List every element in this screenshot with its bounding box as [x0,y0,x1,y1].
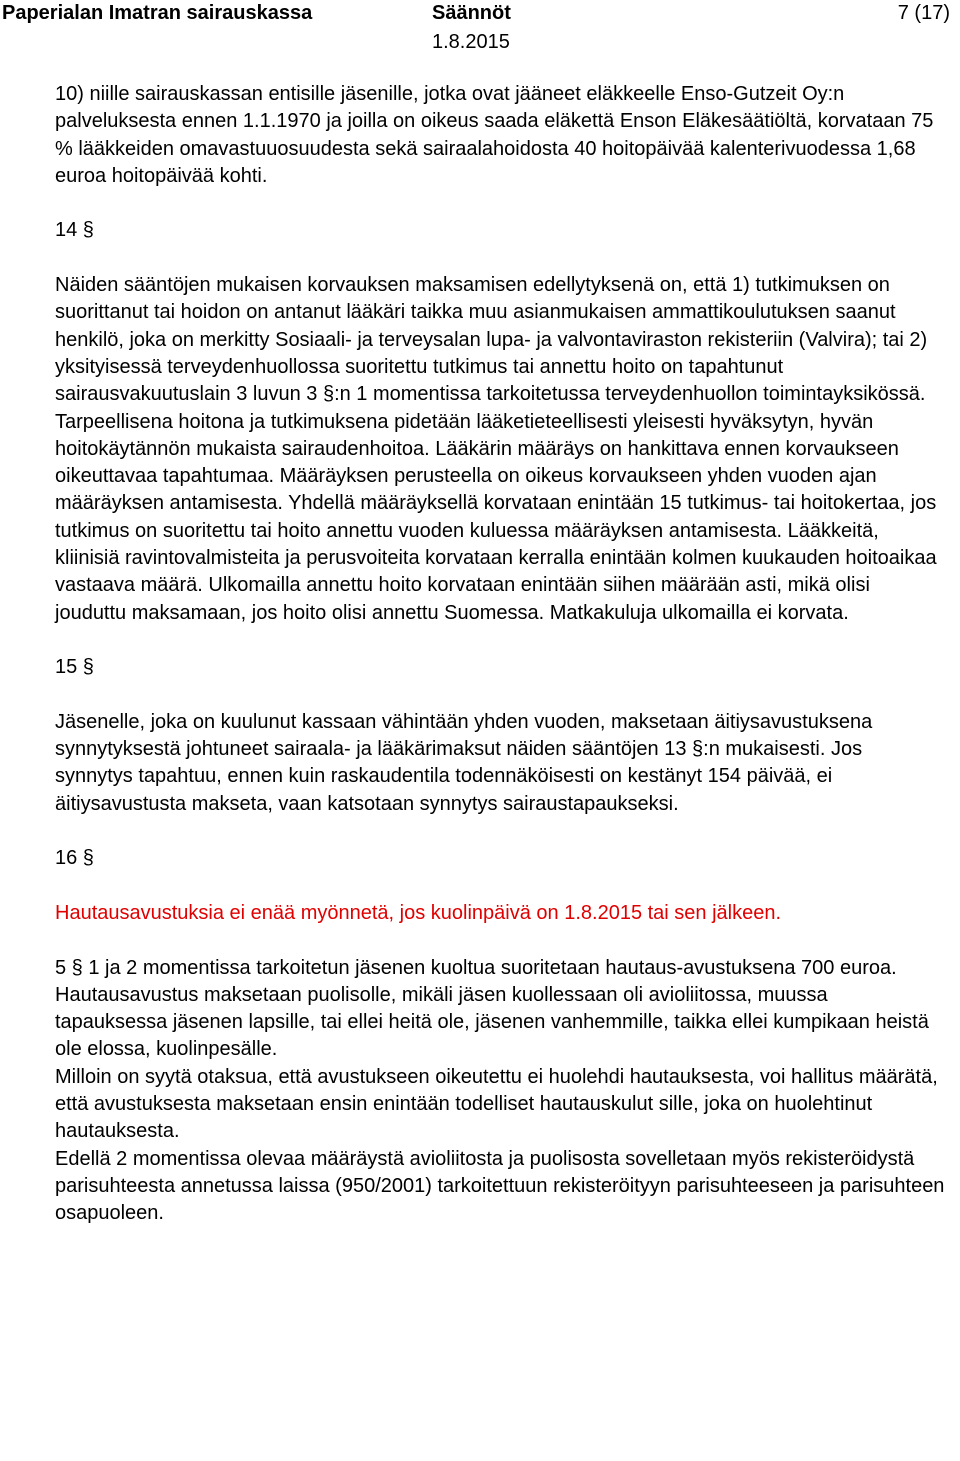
paragraph-10: 10) niille sairauskassan entisille jäsenille, jotka ovat jääneet eläkkeelle Enso-Gutzeit Oy:n palveluksesta ennen 1.1.1970 ja joilla on oikeus saada eläkettä Enson Eläkesäätiöltä, korvataan 75 % lääkkeiden omavastuuosuudesta sekä sairaalahoidosta 40 hoitopäivää kalenterivuodessa 1,68 euroa hoitopäivää kohti. [55,83,934,187]
section-14-heading: 14 § [55,219,94,242]
document-body [55,81,945,1227]
section-16-notice: Hautausavustuksia ei enää myönnetä, jos kuolinpäivä on 1.8.2015 tai sen jälkeen. [55,901,782,924]
section-16-text-3: Edellä 2 momentissa olevaa määräystä avioliitosta ja puolisosta sovelletaan myös rekisteröidystä parisuhteesta annetussa laissa (950/2001) tarkoitettuun rekisteröityyn parisuhteeseen ja parisuhteen osapuoleen. [55,1147,945,1225]
section-15-heading: 15 § [55,656,94,679]
section-16-heading: 16 § [55,847,94,870]
section-14-text: Näiden sääntöjen mukaisen korvauksen maksamisen edellytyksenä on, että 1) tutkimuksen on suorittanut tai hoidon on antanut lääkäri taikka muu asianmukaisen ammattikoulutuksen saanut henkilö, joka on merkitty Sosiaali- ja terveysalan lupa- ja valvontaviraston rekisteriin (Valvira); tai 2) yksityisessä terveydenhuollossa suoritettu tutkimus tai annettu hoito on tapahtunut sairausvakuutuslain 3 luvun 3 §:n 1 momentissa tarkoitetussa terveydenhuollon toimintayksikössä. Tarpeellisena hoitona ja tutkimuksena pidetään lääketieteellisesti yleisesti hyväksytyn, hyvän hoitokäytännön mukaista sairaudenhoitoa. Lääkärin määräys on hankittava ennen korvaukseen oikeuttavaa tapahtumaa. Määräyksen perusteella on oikeus korvaukseen yhden vuoden ajan määräyksen antamisesta. Yhdellä määräyksellä korvataan enintään 15 tutkimus- tai hoitokertaa, jos tutkimus on suoritettu tai hoito annettu vuoden kuluessa määräyksen antamisesta. Lääkkeitä, kliinisiä ravintovalmisteita ja perusvoiteita korvataan kerralla enintään kolmen kuukauden hoitoaikaa vastaava määrä. Ulkomailla annettu hoito korvataan enintään siihen määrään asti, mikä olisi jouduttu maksamaan, jos hoito olisi annettu Suomessa. Matkakuluja ulkomailla ei korvata. [55,274,937,624]
document-title: Säännöt [432,2,511,24]
organization-name: Paperialan Imatran sairauskassa [2,2,313,24]
page-header [0,0,960,56]
page-number: 7 (17) [897,2,950,24]
document-date: 1.8.2015 [432,31,510,53]
section-16-text-1: 5 § 1 ja 2 momentissa tarkoitetun jäsenen kuoltua suoritetaan hautaus-avustuksena 700 euroa. Hautausavustus maksetaan puolisolle, mikäli jäsen kuollessaan oli avioliitossa, muussa tapauksessa jäsenen lapsille, tai ellei heitä ole, jäsenen vanhemmille, taikka ellei kumpikaan heistä ole elossa, kuolinpesälle. [55,956,929,1061]
section-16-text-2: Milloin on syytä otaksua, että avustukseen oikeutettu ei huolehdi hautauksesta, voi hallitus määrätä, että avustuksesta maksetaan ensin enintään todelliset hautauskulut sille, joka on huolehtinut hautauksesta. [55,1065,938,1143]
section-15-text: Jäsenelle, joka on kuulunut kassaan vähintään yhden vuoden, maksetaan äitiysavustuksena synnytyksestä johtuneet sairaala- ja lääkärimaksut näiden sääntöjen 13 §:n mukaisesti. Jos synnytys tapahtuu, ennen kuin raskaudentila todennäköisesti on kestänyt 154 päivää, ei äitiysavustusta makseta, vaan katsotaan synnytys sairaustapaukseksi. [55,710,873,815]
